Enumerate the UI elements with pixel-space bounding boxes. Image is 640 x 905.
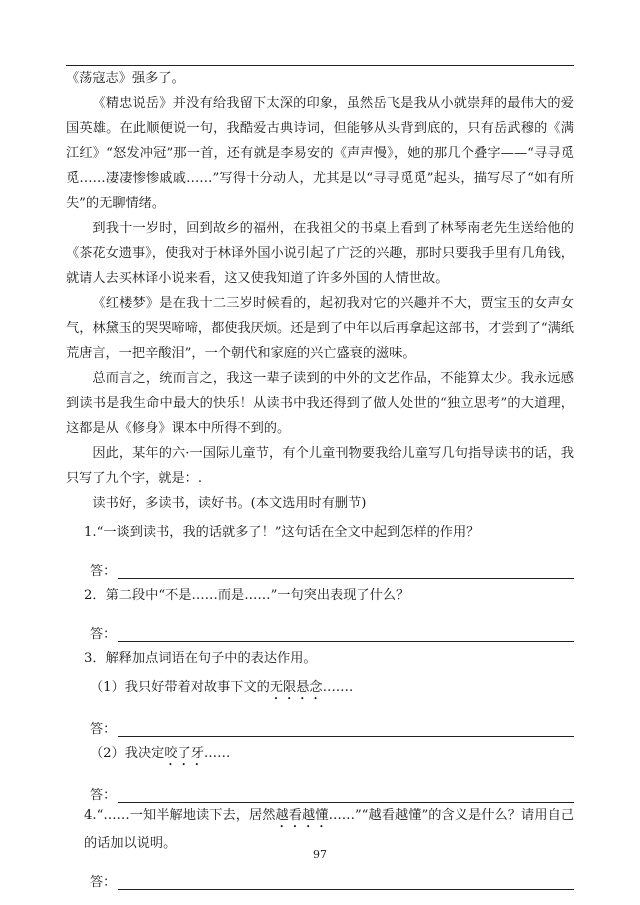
answer-underline	[118, 875, 574, 890]
q3-2-tail: ……	[203, 746, 231, 761]
answer-label: 答：	[90, 627, 117, 642]
answer-label: 答：	[90, 722, 117, 737]
paragraph-6: 读书好，多读书，读好书。(本文选用时有删节)	[92, 496, 367, 511]
paragraph-0: 《荡寇志》强多了。	[66, 71, 185, 86]
page-number: 97	[313, 848, 327, 861]
q3-2-text: （2）我决定	[90, 746, 165, 761]
paragraph-2: 到我十一岁时，回到故乡的福州，在我祖父的书桌上看到了林琴南老先生送给他的《茶花女遗事》，使我对于林译外国小说引起了广泛的兴趣，那时只要我手里有几角钱，就请人去买林译小说来看，这又使我知道了许多外国的人情世故。	[66, 221, 574, 286]
q3-2-dotted-phrase: 咬了牙	[164, 746, 204, 761]
paragraph-3: 《红楼梦》是在我十二三岁时候看的，起初我对它的兴趣并不大，贾宝玉的女声女气，林黛玉的哭哭啼啼，都使我厌烦。还是到了中年以后再拿起这部书，才尝到了“满纸荒唐言，一把辛酸泪”，一个朝代和家庭的兴亡盛衰的滋味。	[66, 296, 574, 361]
answer-line-3-2[interactable]	[66, 769, 574, 803]
paragraph-4: 总而言之，统而言之，我这一辈子读到的中外的文艺作品，不能算太少。我永远感到读书是我生命中最大的快乐！从读书中我还得到了做人处世的“独立思考”的大道理，这都是从《修身》课本中所得不到的。	[66, 371, 574, 436]
answer-label: 答：	[90, 564, 117, 579]
answer-line-2[interactable]	[66, 608, 574, 642]
q3-1-text: （1）我只好带着对故事下文的	[90, 680, 270, 695]
question-1: 1.“一谈到读书，我的话就多了！”这句话在全文中起到怎样的作用？	[84, 525, 480, 540]
answer-line-1[interactable]	[66, 545, 574, 579]
q4-dotted-phrase: 越看越懂	[275, 808, 329, 823]
answer-underline	[118, 722, 574, 737]
q3-1-dotted-phrase: 无限悬念	[269, 680, 323, 695]
answer-underline	[118, 564, 574, 579]
paragraph-1: 《精忠说岳》并没有给我留下太深的印象，虽然岳飞是我从小就崇拜的最伟大的爱国英雄。在此顺便说一句，我酷爱古典诗词，但能够从头背到底的，只有岳武穆的《满江红》“怒发冲冠”那一首，还有就是李易安的《声声慢》，她的那几个叠字——“寻寻觅觅……凄凄惨惨戚戚……”写得十分动人，尤其是以“寻寻觅觅”起头，描写尽了“如有所失”的无聊情绪。	[66, 96, 574, 211]
q3-1-tail: …….	[322, 680, 354, 695]
question-3-1	[66, 675, 574, 703]
answer-underline	[118, 788, 574, 803]
question-3: 3．解释加点词语在句子中的表达作用。	[84, 651, 317, 666]
answer-label: 答：	[90, 875, 117, 890]
q4-text: 4.“……一知半解地读下去，居然	[84, 808, 276, 823]
q4-tail: ……”“越看越懂”的含义是什么？请用自己的话加以说明。	[84, 808, 575, 851]
answer-underline	[118, 627, 574, 642]
answer-label: 答：	[90, 788, 117, 803]
question-3-2	[66, 741, 574, 769]
paragraph-5: 因此，某年的六·一国际儿童节，有个儿童刊物要我给儿童写几句指导读书的话，我只写了九个字，就是：.	[66, 446, 574, 486]
answer-line-4[interactable]	[66, 856, 574, 890]
question-2: 2．第二段中“不是……而是……”一句突出表现了什么？	[84, 588, 410, 603]
answer-line-3-1[interactable]	[66, 703, 574, 737]
page-body	[66, 66, 574, 890]
